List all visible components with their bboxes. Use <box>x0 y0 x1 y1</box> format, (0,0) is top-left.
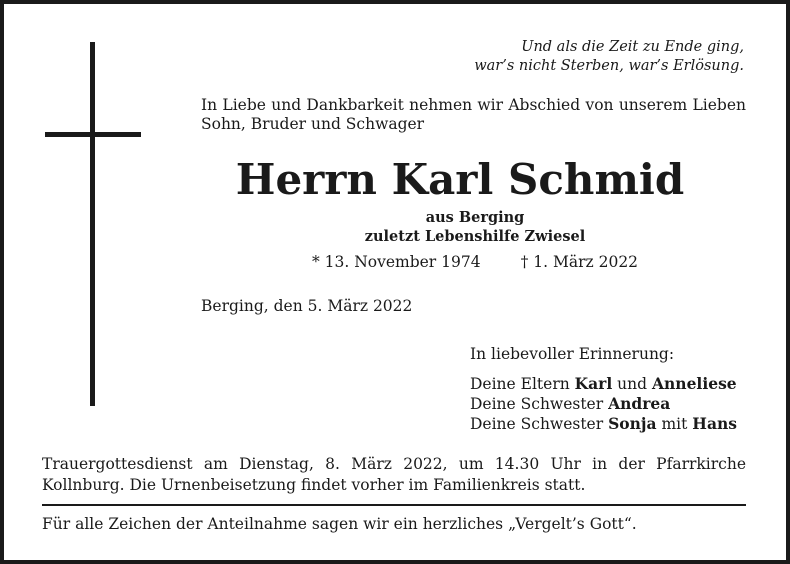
sister-1-name: Andrea <box>608 394 671 413</box>
motto-line-1: Und als die Zeit zu Ende ging, <box>521 39 744 55</box>
mourners <box>470 344 737 434</box>
motto-line-2: war’s nicht Sterben, war’s Erlösung. <box>474 58 744 74</box>
mourner-sister-2 <box>470 414 737 434</box>
conjunction-with: mit <box>661 415 688 433</box>
divider <box>42 504 746 506</box>
parent-1: Karl <box>574 374 613 393</box>
sister-1-prefix: Deine Schwester <box>470 395 604 413</box>
death-date: † 1. März 2022 <box>520 253 639 271</box>
birth-date: * 13. November 1974 <box>311 253 481 271</box>
mourner-parents <box>470 374 737 394</box>
parent-2: Anneliese <box>652 374 737 393</box>
deceased-name: Herrn Karl Schmid <box>235 155 685 204</box>
origin-line-1: aus Berging <box>425 209 525 226</box>
cross-icon <box>90 42 95 406</box>
thanks-line: Für alle Zeichen der Anteilnahme sagen wir ein herzliches „Vergelt’s Gott“. <box>42 515 637 533</box>
place-and-date: Berging, den 5. März 2022 <box>201 297 413 315</box>
mourners-heading: In liebevoller Erinnerung: <box>470 345 675 363</box>
funeral-service-info: Trauergottesdienst am Dienstag, 8. März 2022, um 14.30 Uhr in der Pfarrkirche Kollnburg. Die Urnenbeisetzung findet vorher im Familienkreis statt. <box>42 455 746 494</box>
sister-2-prefix: Deine Schwester <box>470 415 604 433</box>
origin <box>204 208 746 246</box>
parents-prefix: Deine Eltern <box>470 375 570 393</box>
intro-text: In Liebe und Dankbarkeit nehmen wir Abschied von unserem Lieben Sohn, Bruder und Schwager <box>201 96 746 133</box>
life-dates <box>204 252 746 272</box>
partner-name: Hans <box>692 414 737 433</box>
origin-line-2: zuletzt Lebenshilfe Zwiesel <box>364 228 586 245</box>
mourner-sister-1 <box>470 394 737 414</box>
motto <box>474 38 744 76</box>
conjunction: und <box>617 375 648 393</box>
sister-2-name: Sonja <box>608 414 657 433</box>
cross-icon-beam <box>45 132 141 137</box>
